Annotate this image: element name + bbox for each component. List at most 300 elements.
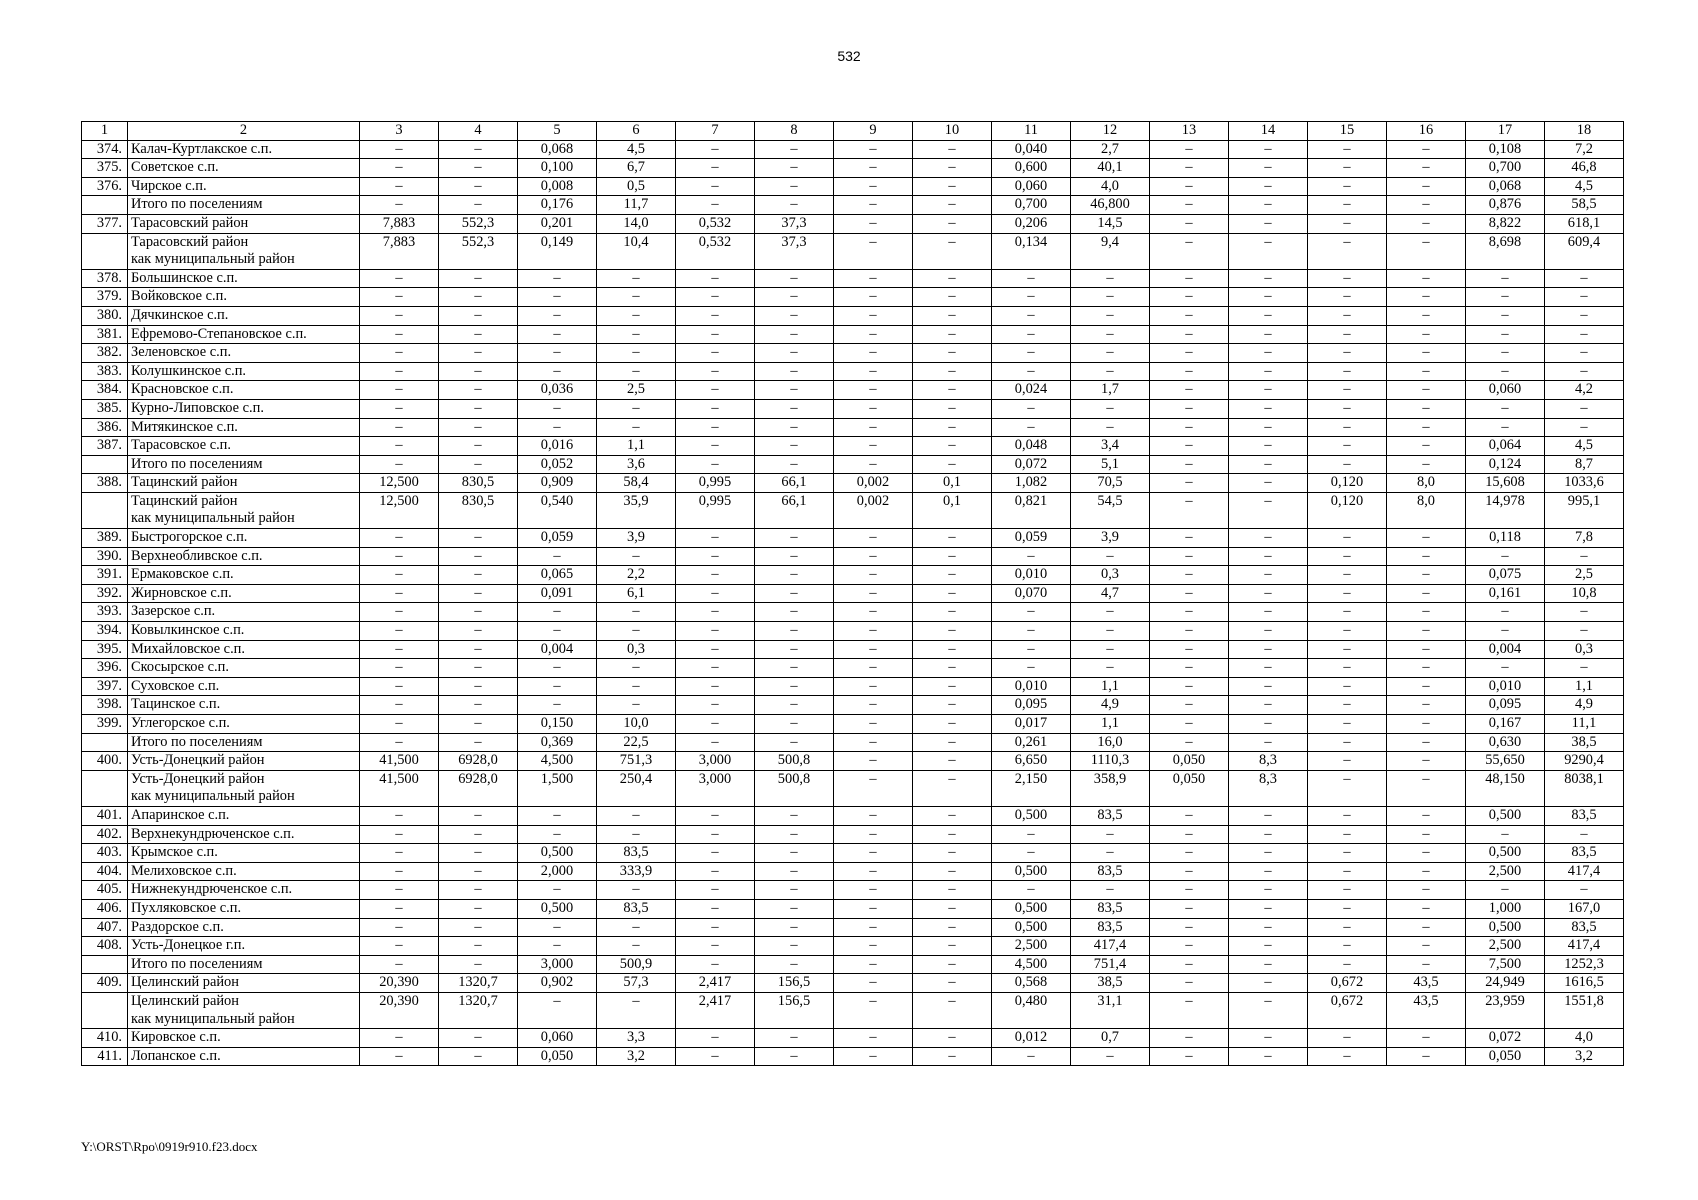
value-cell: – [676, 288, 755, 307]
value-cell: 10,0 [597, 715, 676, 734]
row-name-line: Целинский район [131, 992, 239, 1009]
value-cell: 8,3 [1229, 752, 1308, 771]
row-name-line: Крымское с.п. [131, 844, 218, 861]
value-cell: 3,000 [676, 752, 755, 771]
row-name-line: Лопанское с.п. [131, 1047, 221, 1064]
value-cell: – [1229, 1047, 1308, 1066]
value-cell: – [913, 325, 992, 344]
value-cell: – [439, 1029, 518, 1048]
table-row [82, 955, 1624, 974]
value-cell: – [439, 196, 518, 215]
value-cell: – [1150, 1047, 1229, 1066]
value-cell: – [755, 399, 834, 418]
value-cell: 14,978 [1466, 492, 1545, 528]
value-cell: – [518, 677, 597, 696]
value-cell: – [1387, 806, 1466, 825]
value-cell: – [1308, 918, 1387, 937]
value-cell: – [1229, 918, 1308, 937]
value-cell: – [1229, 196, 1308, 215]
row-name [128, 437, 360, 456]
value-cell: 1110,3 [1071, 752, 1150, 771]
value-cell: – [1387, 196, 1466, 215]
row-name-line: Целинский район [131, 974, 239, 991]
value-cell: – [360, 862, 439, 881]
value-cell: – [755, 622, 834, 641]
value-cell: – [1308, 844, 1387, 863]
value-cell: – [834, 140, 913, 159]
value-cell: 6,1 [597, 584, 676, 603]
table-row [82, 862, 1624, 881]
row-name-line: как муниципальный район [131, 510, 295, 527]
value-cell: – [676, 325, 755, 344]
value-cell: 3,9 [1071, 529, 1150, 548]
value-cell: – [755, 140, 834, 159]
value-cell: – [913, 547, 992, 566]
column-number-header: 16 [1387, 122, 1466, 141]
value-cell: – [1150, 825, 1229, 844]
value-cell: – [1545, 288, 1624, 307]
value-cell: – [755, 715, 834, 734]
value-cell: 0,120 [1308, 474, 1387, 493]
value-cell: – [1387, 659, 1466, 678]
value-cell: 4,0 [1545, 1029, 1624, 1048]
value-cell: – [1466, 659, 1545, 678]
value-cell: – [913, 177, 992, 196]
value-cell: – [913, 362, 992, 381]
value-cell: – [1308, 437, 1387, 456]
value-cell: – [755, 418, 834, 437]
column-number-header: 11 [992, 122, 1071, 141]
row-name [128, 806, 360, 825]
value-cell: – [992, 640, 1071, 659]
value-cell: – [1229, 455, 1308, 474]
value-cell: 35,9 [597, 492, 676, 528]
value-cell: – [1545, 603, 1624, 622]
value-cell: – [360, 584, 439, 603]
value-cell: – [518, 325, 597, 344]
value-cell: 0,1 [913, 492, 992, 528]
value-cell: – [755, 899, 834, 918]
column-number-header: 7 [676, 122, 755, 141]
value-cell: 58,4 [597, 474, 676, 493]
value-cell: – [360, 177, 439, 196]
row-number: 399. [82, 715, 128, 734]
row-number: 401. [82, 806, 128, 825]
row-number: 406. [82, 899, 128, 918]
value-cell: – [439, 418, 518, 437]
value-cell: – [1308, 881, 1387, 900]
value-cell: 751,4 [1071, 955, 1150, 974]
value-cell: 0,002 [834, 474, 913, 493]
value-cell: – [1387, 603, 1466, 622]
value-cell: 0,017 [992, 715, 1071, 734]
row-name-line: Ермаковское с.п. [131, 566, 234, 583]
value-cell: – [1071, 269, 1150, 288]
value-cell: – [1387, 529, 1466, 548]
value-cell: – [439, 844, 518, 863]
value-cell: – [439, 437, 518, 456]
value-cell: – [439, 306, 518, 325]
value-cell: – [1308, 622, 1387, 641]
value-cell: 8,3 [1229, 770, 1308, 806]
value-cell: 70,5 [1071, 474, 1150, 493]
value-cell: – [1150, 529, 1229, 548]
row-name-line: Ефремово-Степановское с.п. [131, 325, 307, 342]
value-cell: – [518, 288, 597, 307]
value-cell: 1616,5 [1545, 974, 1624, 993]
value-cell: – [1150, 566, 1229, 585]
value-cell: – [360, 288, 439, 307]
value-cell: – [1387, 937, 1466, 956]
value-cell: – [1150, 196, 1229, 215]
value-cell: – [755, 196, 834, 215]
value-cell: 156,5 [755, 992, 834, 1028]
row-name [128, 899, 360, 918]
value-cell: – [1229, 677, 1308, 696]
value-cell: – [1545, 547, 1624, 566]
value-cell: – [834, 677, 913, 696]
value-cell: – [1229, 325, 1308, 344]
value-cell: 0,161 [1466, 584, 1545, 603]
value-cell: – [1545, 325, 1624, 344]
value-cell: – [1150, 437, 1229, 456]
value-cell: – [992, 547, 1071, 566]
value-cell: – [834, 640, 913, 659]
value-cell: – [1466, 399, 1545, 418]
value-cell: 0,016 [518, 437, 597, 456]
value-cell: – [913, 566, 992, 585]
value-cell: – [597, 269, 676, 288]
value-cell: – [834, 862, 913, 881]
value-cell: – [1387, 584, 1466, 603]
row-number [82, 455, 128, 474]
value-cell: – [676, 196, 755, 215]
value-cell: – [676, 529, 755, 548]
value-cell: – [834, 974, 913, 993]
value-cell: 0,072 [1466, 1029, 1545, 1048]
row-name [128, 937, 360, 956]
value-cell: 7,883 [360, 233, 439, 269]
value-cell: – [1071, 603, 1150, 622]
value-cell: 3,000 [518, 955, 597, 974]
value-cell: 1,1 [1071, 677, 1150, 696]
value-cell: 0,500 [992, 806, 1071, 825]
column-number-header: 2 [128, 122, 360, 141]
value-cell: 830,5 [439, 474, 518, 493]
value-cell: – [360, 937, 439, 956]
value-cell: 0,064 [1466, 437, 1545, 456]
value-cell: – [1545, 344, 1624, 363]
row-number: 386. [82, 418, 128, 437]
row-name-line: Красновское с.п. [131, 381, 234, 398]
value-cell: – [1150, 696, 1229, 715]
value-cell: 9,4 [1071, 233, 1150, 269]
value-cell: 83,5 [1071, 862, 1150, 881]
value-cell: 0,100 [518, 159, 597, 178]
value-cell: 4,500 [992, 955, 1071, 974]
value-cell: – [676, 455, 755, 474]
value-cell: – [439, 899, 518, 918]
value-cell: – [1308, 1029, 1387, 1048]
row-number: 405. [82, 881, 128, 900]
value-cell: – [1229, 937, 1308, 956]
value-cell: – [360, 715, 439, 734]
value-cell: – [360, 899, 439, 918]
value-cell: – [834, 362, 913, 381]
value-cell: 0,821 [992, 492, 1071, 528]
value-cell: 333,9 [597, 862, 676, 881]
value-cell: – [1071, 844, 1150, 863]
value-cell: – [360, 603, 439, 622]
value-cell: – [834, 437, 913, 456]
value-cell: 0,500 [1466, 844, 1545, 863]
value-cell: 0,500 [518, 844, 597, 863]
value-cell: – [1387, 696, 1466, 715]
value-cell: 83,5 [1545, 918, 1624, 937]
value-cell: – [1150, 584, 1229, 603]
row-name [128, 381, 360, 400]
column-number-header: 4 [439, 122, 518, 141]
row-name-line: Курно-Липовское с.п. [131, 399, 264, 416]
value-cell: 4,9 [1545, 696, 1624, 715]
table-row [82, 937, 1624, 956]
value-cell: – [834, 344, 913, 363]
value-cell: – [992, 825, 1071, 844]
value-cell: – [1387, 455, 1466, 474]
value-cell: 7,2 [1545, 140, 1624, 159]
value-cell: – [755, 603, 834, 622]
value-cell: 38,5 [1545, 733, 1624, 752]
row-number [82, 733, 128, 752]
value-cell: 7,8 [1545, 529, 1624, 548]
value-cell: 6928,0 [439, 770, 518, 806]
value-cell: 0,060 [1466, 381, 1545, 400]
row-number: 392. [82, 584, 128, 603]
row-number: 402. [82, 825, 128, 844]
value-cell: – [597, 418, 676, 437]
row-name [128, 659, 360, 678]
row-number: 411. [82, 1047, 128, 1066]
value-cell: – [676, 640, 755, 659]
value-cell: – [518, 418, 597, 437]
value-cell: – [834, 752, 913, 771]
value-cell: – [676, 418, 755, 437]
value-cell: – [439, 825, 518, 844]
row-name-line: Пухляковское с.п. [131, 899, 242, 916]
table-row [82, 696, 1624, 715]
value-cell: – [913, 696, 992, 715]
value-cell: – [755, 547, 834, 566]
value-cell: – [439, 399, 518, 418]
value-cell: – [439, 140, 518, 159]
row-number [82, 770, 128, 806]
value-cell: 1,1 [597, 437, 676, 456]
value-cell: – [439, 269, 518, 288]
value-cell: – [518, 603, 597, 622]
value-cell: 3,2 [597, 1047, 676, 1066]
value-cell: – [1308, 306, 1387, 325]
value-cell: – [992, 325, 1071, 344]
row-name [128, 362, 360, 381]
column-number-header: 10 [913, 122, 992, 141]
value-cell: – [755, 955, 834, 974]
column-number-header: 17 [1466, 122, 1545, 141]
table-row [82, 547, 1624, 566]
value-cell: – [834, 992, 913, 1028]
table-row [82, 140, 1624, 159]
value-cell: – [360, 455, 439, 474]
row-name-line: как муниципальный район [131, 788, 295, 805]
value-cell: 0,068 [1466, 177, 1545, 196]
value-cell: 0,050 [1150, 752, 1229, 771]
value-cell: 0,500 [518, 899, 597, 918]
row-name-line: Усть-Донецкий район [131, 770, 265, 787]
value-cell: – [913, 344, 992, 363]
value-cell: – [518, 269, 597, 288]
row-number: 407. [82, 918, 128, 937]
value-cell: – [1308, 696, 1387, 715]
value-cell: 43,5 [1387, 974, 1466, 993]
value-cell: – [1150, 344, 1229, 363]
value-cell: – [1229, 696, 1308, 715]
value-cell: 0,048 [992, 437, 1071, 456]
value-cell: – [1387, 715, 1466, 734]
value-cell: – [1387, 622, 1466, 641]
value-cell: – [1308, 233, 1387, 269]
row-name [128, 1029, 360, 1048]
value-cell: – [1229, 992, 1308, 1028]
value-cell: – [439, 918, 518, 937]
value-cell: – [755, 881, 834, 900]
value-cell: 2,417 [676, 992, 755, 1028]
value-cell: – [597, 344, 676, 363]
row-number [82, 955, 128, 974]
value-cell: 1033,6 [1545, 474, 1624, 493]
row-number: 380. [82, 306, 128, 325]
value-cell: 0,059 [518, 529, 597, 548]
table-row [82, 566, 1624, 585]
value-cell: 0,010 [992, 566, 1071, 585]
value-cell: 0,068 [518, 140, 597, 159]
value-cell: – [755, 844, 834, 863]
row-name-line: Быстрогорское с.п. [131, 529, 248, 546]
value-cell: – [1466, 344, 1545, 363]
value-cell: – [755, 677, 834, 696]
row-name [128, 992, 360, 1028]
value-cell: – [360, 696, 439, 715]
value-cell: – [439, 547, 518, 566]
value-cell: – [360, 381, 439, 400]
row-name-line: Суховское с.п. [131, 677, 220, 694]
value-cell: – [992, 659, 1071, 678]
value-cell: 0,095 [992, 696, 1071, 715]
row-name-line: Итого по поселениям [131, 733, 263, 750]
value-cell: – [992, 1047, 1071, 1066]
value-cell: – [1150, 288, 1229, 307]
value-cell: 0,124 [1466, 455, 1545, 474]
column-number-header: 5 [518, 122, 597, 141]
value-cell: – [439, 955, 518, 974]
value-cell: 0,091 [518, 584, 597, 603]
value-cell: 14,0 [597, 214, 676, 233]
value-cell: – [1387, 566, 1466, 585]
row-name-line: Войковское с.п. [131, 288, 227, 305]
value-cell: 4,7 [1071, 584, 1150, 603]
table-row [82, 733, 1624, 752]
value-cell: – [360, 418, 439, 437]
value-cell: – [518, 547, 597, 566]
value-cell: 2,2 [597, 566, 676, 585]
value-cell: – [913, 806, 992, 825]
value-cell: – [360, 881, 439, 900]
value-cell: – [834, 455, 913, 474]
value-cell: 0,369 [518, 733, 597, 752]
value-cell: – [360, 140, 439, 159]
row-number [82, 196, 128, 215]
value-cell: – [913, 881, 992, 900]
value-cell: – [518, 306, 597, 325]
row-name [128, 844, 360, 863]
value-cell: – [834, 325, 913, 344]
row-name [128, 603, 360, 622]
value-cell: – [755, 566, 834, 585]
row-name-line: Большинское с.п. [131, 269, 238, 286]
value-cell: 3,3 [597, 1029, 676, 1048]
table-row [82, 677, 1624, 696]
value-cell: – [913, 992, 992, 1028]
value-cell: – [439, 733, 518, 752]
value-cell: 48,150 [1466, 770, 1545, 806]
value-cell: – [1387, 269, 1466, 288]
value-cell: – [1150, 547, 1229, 566]
value-cell: 40,1 [1071, 159, 1150, 178]
row-number: 410. [82, 1029, 128, 1048]
value-cell: 83,5 [1071, 918, 1150, 937]
row-name-line: Углегорское с.п. [131, 715, 230, 731]
value-cell: – [1150, 899, 1229, 918]
value-cell: – [1308, 399, 1387, 418]
value-cell: 8,822 [1466, 214, 1545, 233]
value-cell: 0,540 [518, 492, 597, 528]
value-cell: – [1071, 881, 1150, 900]
value-cell: – [1308, 659, 1387, 678]
value-cell: – [834, 918, 913, 937]
value-cell: – [834, 269, 913, 288]
value-cell: – [360, 566, 439, 585]
row-number: 378. [82, 269, 128, 288]
value-cell: – [676, 806, 755, 825]
row-number: 394. [82, 622, 128, 641]
value-cell: 8038,1 [1545, 770, 1624, 806]
row-name-line: Зеленовское с.п. [131, 344, 232, 361]
column-number-header: 3 [360, 122, 439, 141]
value-cell: – [518, 806, 597, 825]
table-row [82, 362, 1624, 381]
value-cell: – [1545, 399, 1624, 418]
value-cell: – [439, 640, 518, 659]
row-name [128, 584, 360, 603]
value-cell: 0,010 [992, 677, 1071, 696]
value-cell: 0,050 [518, 1047, 597, 1066]
value-cell: – [597, 992, 676, 1028]
value-cell: – [913, 844, 992, 863]
value-cell: – [1229, 159, 1308, 178]
row-number: 403. [82, 844, 128, 863]
value-cell: – [755, 269, 834, 288]
value-cell: – [360, 844, 439, 863]
row-number: 391. [82, 566, 128, 585]
page-number: 532 [837, 48, 861, 64]
